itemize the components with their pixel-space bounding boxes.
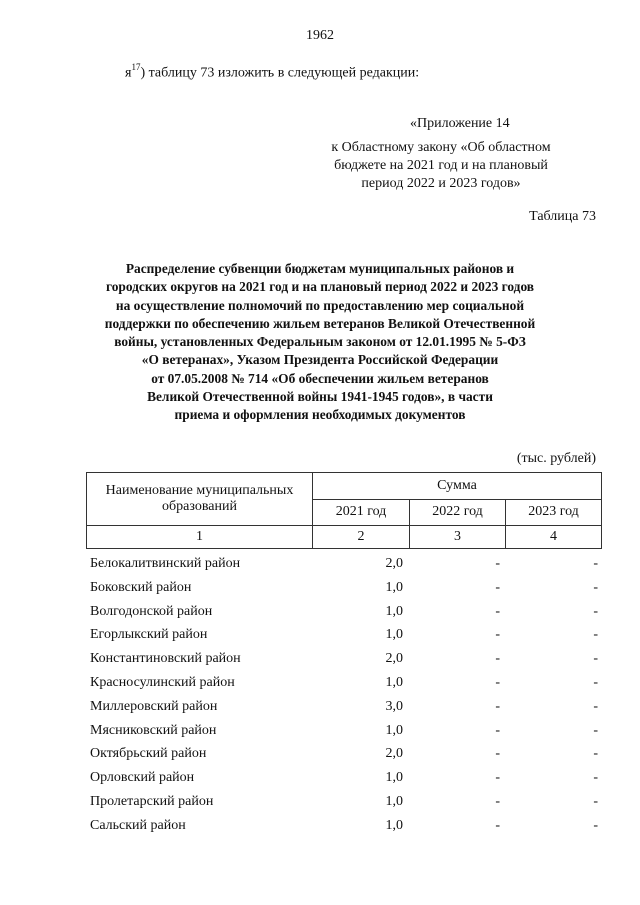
table-body: [90, 553, 600, 839]
appendix-ref-line: бюджете на 2021 год и на плановый: [334, 158, 548, 173]
row-2022: -: [495, 603, 500, 619]
row-2023: -: [593, 770, 598, 786]
heading-line: приема и оформления необходимых документов: [174, 407, 466, 423]
row-name: Орловский район: [90, 770, 195, 786]
row-2023: -: [593, 651, 598, 667]
appendix-title: «Приложение 14: [410, 116, 510, 131]
heading-line: Распределение субвенции бюджетам муниципальных районов и: [125, 261, 515, 276]
row-2023: -: [593, 556, 598, 571]
row-name: Красносулинский район: [90, 674, 235, 690]
heading-line: поддержки по обеспечению жильем ветеранов Великой Отечественной: [104, 315, 536, 331]
column-number: 4: [506, 526, 602, 549]
row-name: Мясниковский район: [90, 722, 217, 738]
heading-line: на осуществление полномочий по предоставлению мер социальной: [115, 297, 525, 313]
column-number: 1: [87, 526, 313, 549]
appendix-reference: [300, 139, 582, 193]
row-2023: -: [593, 674, 598, 690]
header-municipality: Наименование муниципальных образований: [87, 473, 313, 526]
row-2021: 2,0: [385, 651, 403, 667]
row-name: Сальский район: [90, 817, 186, 833]
heading-line: «О ветеранах», Указом Президента Российской Федерации: [141, 352, 499, 368]
header-year-2023: 2023 год: [506, 499, 602, 526]
row-2023: -: [593, 579, 598, 595]
row-2023: -: [593, 698, 598, 714]
table-row: [90, 648, 600, 672]
row-2023: -: [593, 603, 598, 619]
header-year-2022: 2022 год: [410, 499, 506, 526]
row-2023: -: [593, 746, 598, 762]
table-row: [90, 672, 600, 696]
row-2021: 1,0: [385, 817, 403, 833]
row-2023: -: [593, 627, 598, 643]
table-row: [90, 577, 600, 601]
row-name: Пролетарский район: [90, 793, 214, 809]
header-sum: Сумма: [313, 473, 602, 500]
row-2022: -: [495, 698, 500, 714]
heading-line: Великой Отечественной войны 1941-1945 годов», в части: [147, 389, 493, 405]
table-row: [90, 553, 600, 577]
row-name: Егорлыкский район: [90, 627, 208, 643]
row-2022: -: [495, 722, 500, 738]
row-2023: -: [593, 817, 598, 833]
row-2022: -: [495, 579, 500, 595]
row-2021: 2,0: [385, 746, 403, 762]
row-2022: -: [495, 746, 500, 762]
document-heading: [60, 260, 580, 425]
intro-body: ) таблицу 73 изложить в следующей редакции:: [140, 65, 420, 81]
intro-prefix: я: [125, 65, 132, 81]
table-row: [90, 601, 600, 625]
table-row: [90, 696, 600, 720]
row-2023: -: [593, 793, 598, 809]
row-2021: 1,0: [385, 722, 403, 738]
heading-line: городских округов на 2021 год и на плановый период 2022 и 2023 годов: [105, 279, 535, 295]
row-2021: 1,0: [385, 770, 403, 786]
row-name: Миллеровский район: [90, 698, 218, 714]
row-2022: -: [495, 817, 500, 833]
row-2021: 3,0: [385, 698, 403, 714]
row-name: Боковский район: [90, 579, 192, 595]
header-year-2021: 2021 год: [313, 499, 410, 526]
footnote-ref: 17: [131, 62, 141, 72]
table-row: [90, 624, 600, 648]
heading-line: от 07.05.2008 № 714 «Об обеспечении жильем ветеранов: [151, 370, 489, 386]
table-row: [90, 791, 600, 815]
row-name: Волгодонской район: [90, 603, 213, 619]
row-2021: 2,0: [385, 556, 403, 571]
page-number: 1962: [306, 28, 334, 43]
row-2021: 1,0: [385, 603, 403, 619]
intro-text: [125, 63, 419, 82]
row-2022: -: [495, 556, 500, 571]
row-2022: -: [495, 627, 500, 643]
appendix-ref-line: период 2022 и 2023 годов»: [361, 176, 521, 191]
column-number: 3: [410, 526, 506, 549]
row-2022: -: [495, 793, 500, 809]
row-2022: -: [495, 651, 500, 667]
column-number: 2: [313, 526, 410, 549]
row-2023: -: [593, 722, 598, 738]
table-label: Таблица 73: [529, 209, 596, 224]
row-2021: 1,0: [385, 579, 403, 595]
row-2022: -: [495, 674, 500, 690]
row-name: Константиновский район: [90, 651, 241, 667]
table-row: [90, 767, 600, 791]
unit-label: (тыс. рублей): [516, 451, 596, 466]
row-name: Октябрьский район: [90, 746, 207, 762]
row-name: Белокалитвинский район: [90, 556, 241, 571]
row-2021: 1,0: [385, 627, 403, 643]
heading-line: войны, установленных Федеральным законом от 12.01.1995 № 5-ФЗ: [114, 334, 526, 350]
table-row: [90, 720, 600, 744]
row-2021: 1,0: [385, 674, 403, 690]
table-row: [90, 743, 600, 767]
appendix-ref-line: к Областному закону «Об областном: [331, 140, 551, 155]
table-row: [90, 815, 600, 839]
budget-table-header: [86, 472, 602, 549]
row-2021: 1,0: [385, 793, 403, 809]
row-2022: -: [495, 770, 500, 786]
